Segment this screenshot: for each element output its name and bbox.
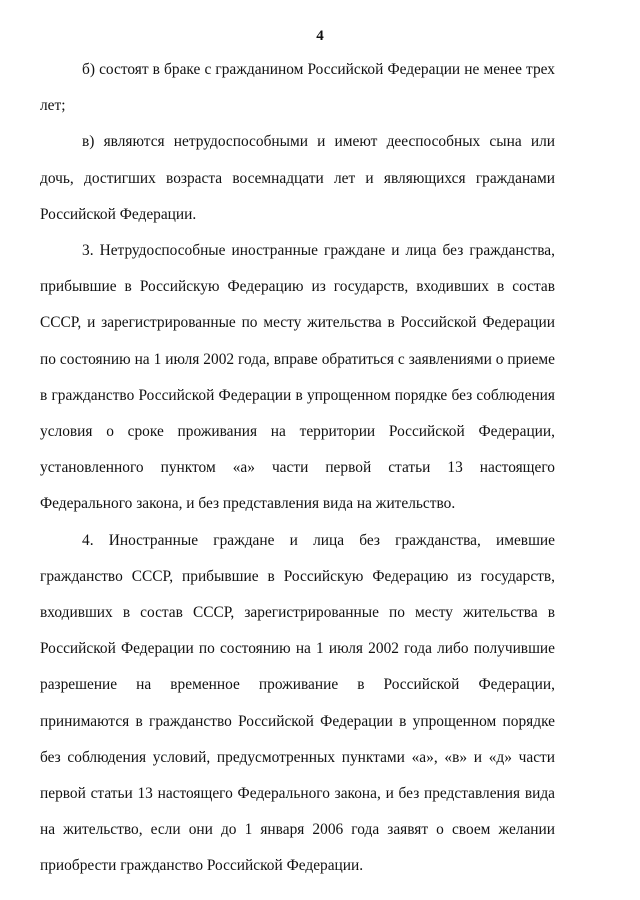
paragraph-item-b: б) состоят в браке с гражданином Российской Федерации не менее трех лет;	[40, 61, 555, 115]
paragraph-section-4: 4. Иностранные граждане и лица без гражданства, имевшие гражданство СССР, прибывшие в Российскую Федерацию из государств, входивших в состав СССР, зарегистрированные по месту жительства в Российской Федерации по состоянию на 1 июля 2002 года либо получившие разрешение на временное проживание в Российской Федерации, принимаются в гражданство Российской Федерации в упрощенном порядке без соблюдения условий, предусмотренных пунктами «а», «в» и «д» части первой статьи 13 настоящего Федерального закона, и без представления вида на жительство, если они до 1 января 2006 года заявят о своем желании приобрести гражданство Российской Федерации.	[40, 531, 555, 875]
paragraph-section-3: 3. Нетрудоспособные иностранные граждане и лица без гражданства, прибывшие в Российскую Федерацию из государств, входивших в состав СССР, и зарегистрированные по месту жительства в Российской Федерации по состоянию на 1 июля 2002 года, вправе обратиться с заявлениями о приеме в гражданство Российской Федерации в упрощенном порядке без соблюдения условия о сроке проживания на территории Российской Федерации, установленного пунктом «а» части первой статьи 13 настоящего Федерального закона, и без представления вида на жительство.	[40, 242, 555, 513]
paragraph-item-v: в) являются нетрудоспособными и имеют дееспособных сына или дочь, достигших возраста восемнадцати лет и являющихся гражданами Российской Федерации.	[40, 133, 555, 223]
page-number: 4	[316, 28, 324, 44]
body-text	[40, 52, 555, 885]
